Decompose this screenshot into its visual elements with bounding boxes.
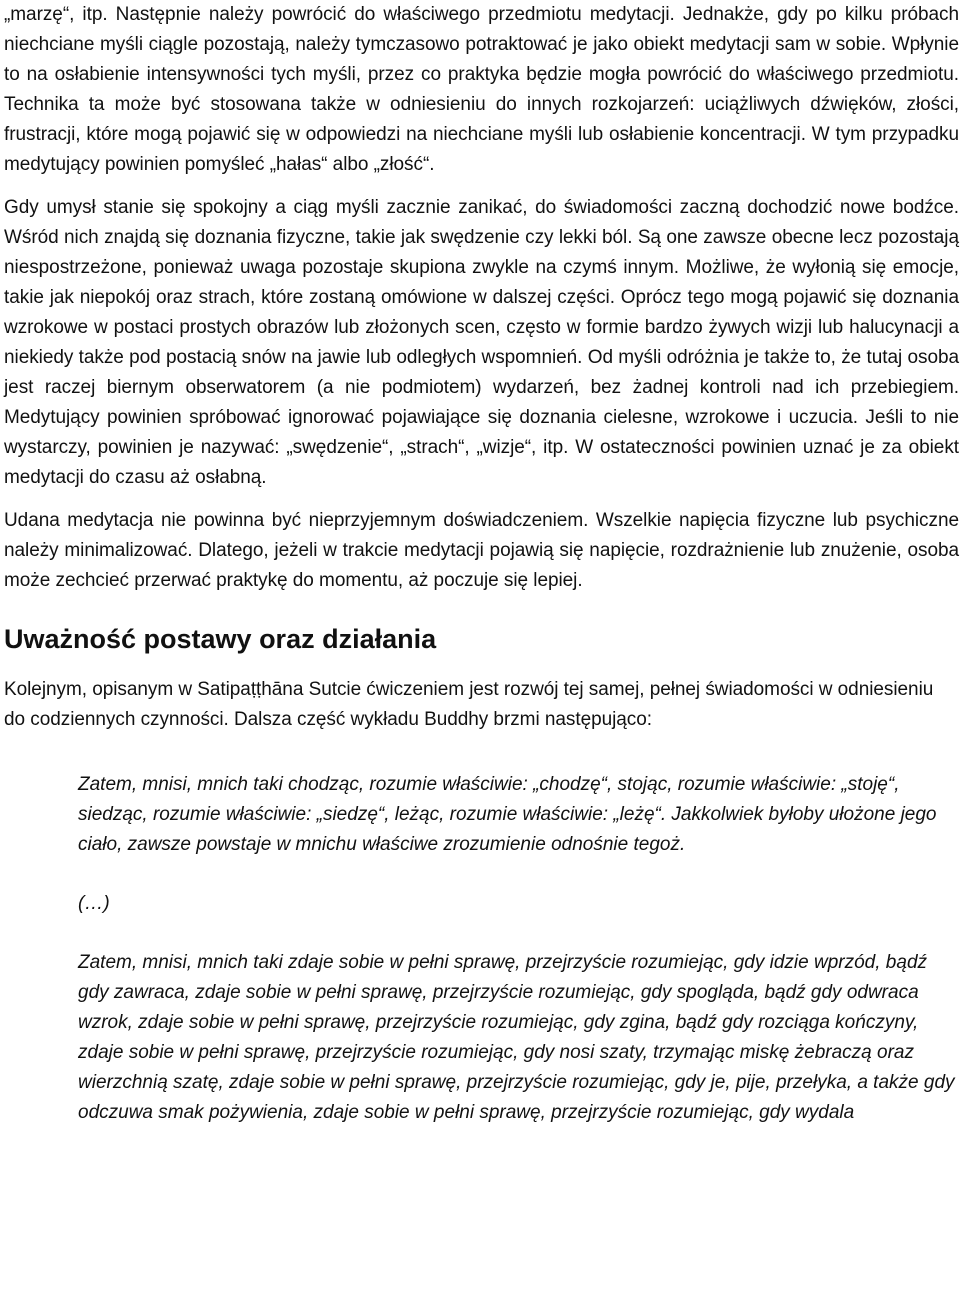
quote-postures: Zatem, mnisi, mnich taki chodząc, rozumie właściwie: „chodzę“, stojąc, rozumie właściwie: „stoję“, siedząc, rozumie właściwie: „siedzę“, leżąc, rozumie właściwie: „leżę“. Jakkolwiek byłoby ułożone jego ciało, zawsze powstaje w mnichu właściwe zrozumienie odnośnie tegoż. bbox=[78, 774, 937, 855]
section-heading: Uważność postawy oraz działania bbox=[4, 624, 437, 654]
quote-ellipsis: (…) bbox=[78, 893, 110, 914]
quote-clear-comprehension: Zatem, mnisi, mnich taki zdaje sobie w pełni sprawę, przejrzyście rozumiejąc, gdy idzie wprzód, bądź gdy zawraca, zdaje sobie w pełni sprawę, przejrzyście rozumiejąc, gdy spogląda, bądź gdy odwraca wzrok, zdaje sobie w pełni sprawę, przejrzyście rozumiejąc, gdy zgina, bądź gdy rozciąga kończyny, zdaje sobie w pełni sprawę, przejrzyście rozumiejąc, gdy nosi szaty, trzymając miskę żebraczą oraz wierzchnią szatę, zdaje sobie w pełni sprawę, przejrzyście rozumiejąc, gdy je, pije, przełyka, a także gdy odczuwa smak pożywienia, zdaje sobie w pełni sprawę, przejrzyście rozumiejąc, gdy wydala bbox=[78, 952, 955, 1123]
paragraph-distractions: „marzę“, itp. Następnie należy powrócić do właściwego przedmiotu medytacji. Jednakże, gdy po kilku próbach niechciane myśli ciągle pozostają, należy tymczasowo potraktować je jako obiekt medytacji sam w sobie. Wpłynie to na osłabienie intensywności tych myśli, przez co praktyka będzie mogła powrócić do właściwego przedmiotu. Technika ta może być stosowana także w odniesieniu do innych rozkojarzeń: uciążliwych dźwięków, złości, frustracji, które mogą pojawić się w odpowiedzi na niechciane myśli lub osłabienie koncentracji. W tym przypadku medytujący powinien pomyśleć „hałas“ albo „złość“. bbox=[4, 4, 959, 175]
paragraph-new-stimuli: Gdy umysł stanie się spokojny a ciąg myśli zacznie zanikać, do świadomości zaczną dochodzić nowe bodźce. Wśród nich znajdą się doznania fizyczne, takie jak swędzenie czy lekki ból. Są one zawsze obecne lecz pozostają niespostrzeżone, ponieważ uwaga pozostaje skupiona zwykle na czymś innym. Możliwe, że wyłonią się emocje, takie jak niepokój oraz strach, które zostaną omówione w dalszej części. Oprócz tego mogą pojawić się doznania wzrokowe w postaci prostych obrazów lub złożonych scen, często w formie bardzo żywych wizji lub halucynacji a niekiedy także pod postacią snów na jawie lub odległych wspomnień. Od myśli odróżnia je także to, że tutaj osoba jest raczej biernym obserwatorem (a nie podmiotem) wydarzeń, bez żadnej kontroli nad ich przebiegiem. Medytujący powinien spróbować ignorować pojawiające się doznania cielesne, wzrokowe i uczucia. Jeśli to nie wystarczy, powinien je nazywać: „swędzenie“, „strach“, „wizje“, itp. W ostateczności powinien uznać je za obiekt medytacji do czasu aż osłabną. bbox=[4, 197, 959, 488]
paragraph-successful-meditation: Udana medytacja nie powinna być nieprzyjemnym doświadczeniem. Wszelkie napięcia fizyczne lub psychiczne należy minimalizować. Dlatego, jeżeli w trakcie medytacji pojawią się napięcie, rozdrażnienie lub znużenie, osoba może zechcieć przerwać praktykę do momentu, aż poczuje się lepiej. bbox=[4, 510, 959, 591]
paragraph-intro-sutta: Kolejnym, opisanym w Satipaṭṭhāna Sutcie ćwiczeniem jest rozwój tej samej, pełnej świadomości w odniesieniu do codziennych czynności. Dalsza część wykładu Buddhy brzmi następująco: bbox=[4, 679, 934, 730]
document-page bbox=[4, 0, 959, 1147]
